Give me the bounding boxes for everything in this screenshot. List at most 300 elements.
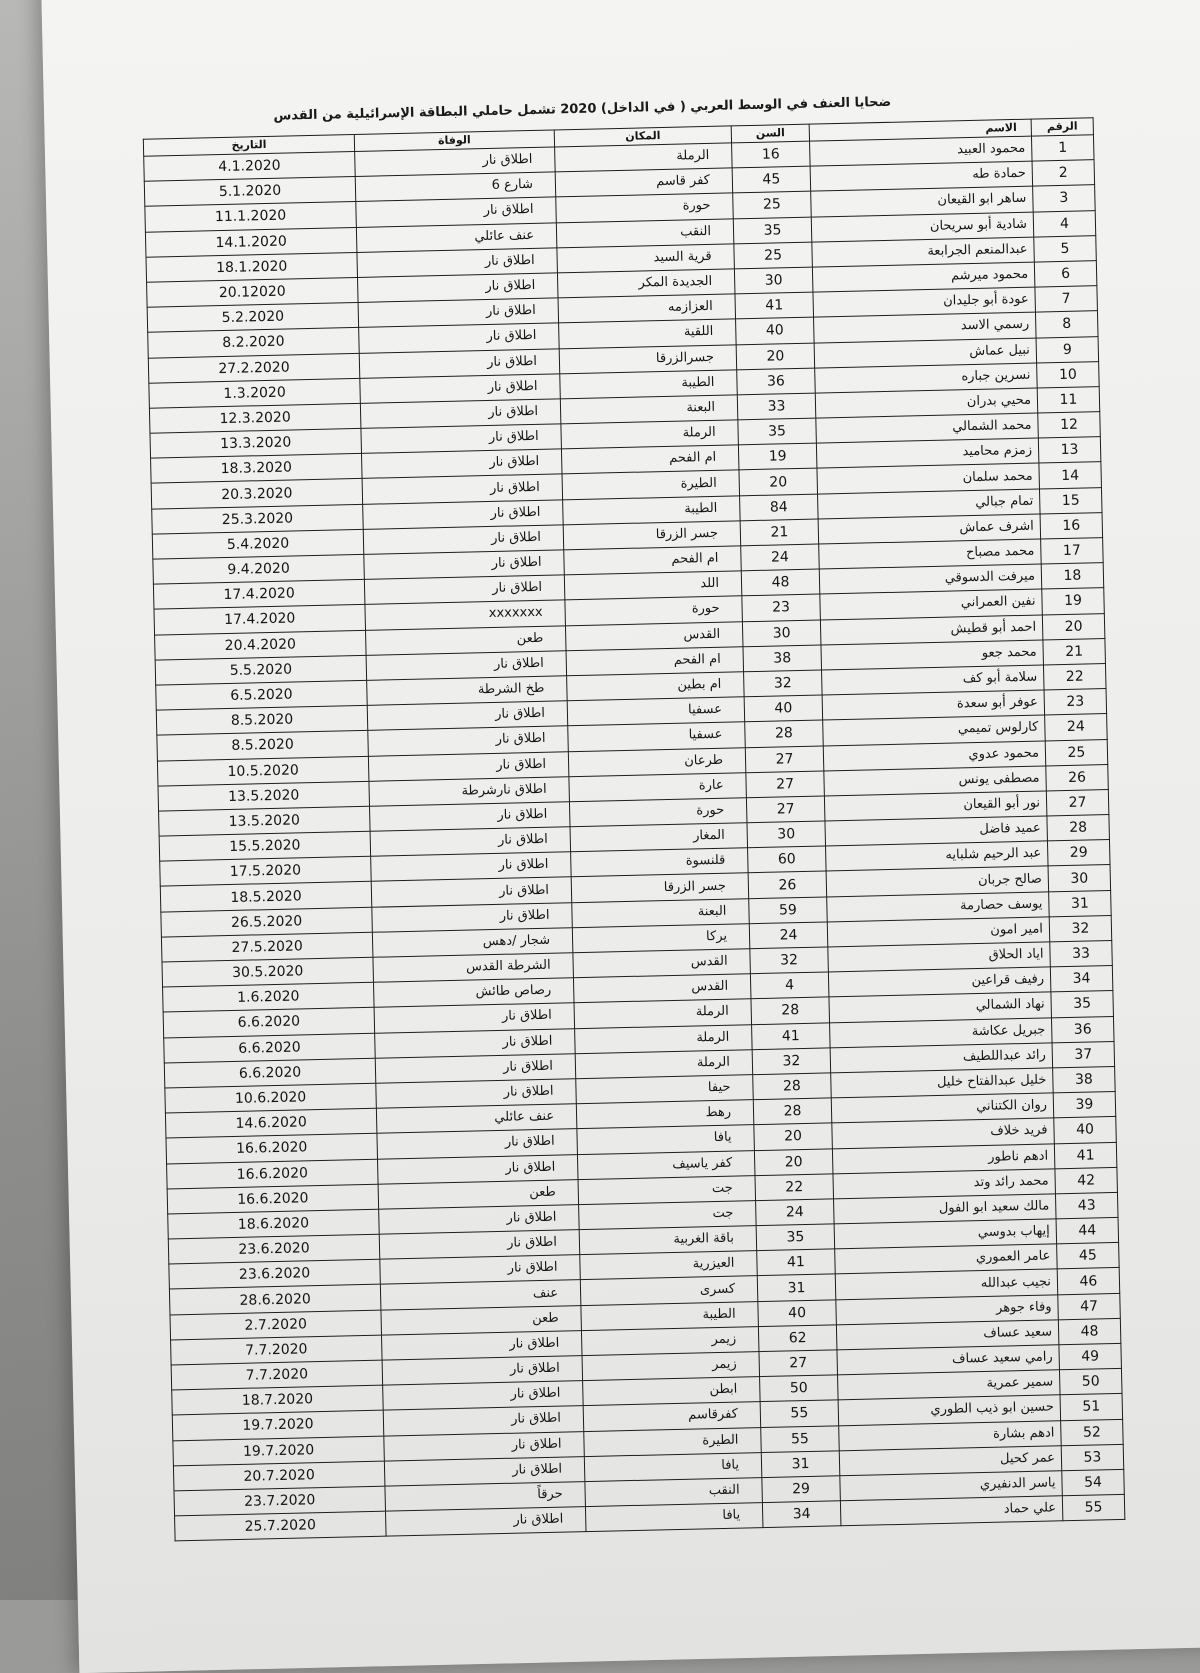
cell-date: 13.5.2020 <box>158 781 370 811</box>
cell-age: 16 <box>732 141 811 168</box>
cell-num: 6 <box>1034 261 1097 288</box>
cell-place: القدس <box>573 949 751 978</box>
cell-name: محمد الشمالي <box>816 413 1039 443</box>
cell-age: 41 <box>752 1022 831 1049</box>
cell-date: 25.3.2020 <box>152 504 364 534</box>
cell-date: 18.6.2020 <box>168 1209 380 1239</box>
cell-num: 10 <box>1037 361 1100 388</box>
cell-name: محمود عدوي <box>823 740 1046 770</box>
cell-name: نفين العمراني <box>820 589 1043 619</box>
cell-place: الطيرة <box>562 470 740 499</box>
cell-place: قلنسوة <box>571 848 749 877</box>
cell-date: 7.7.2020 <box>171 1360 383 1390</box>
cell-age: 34 <box>762 1501 841 1528</box>
cell-name: يوسف حصارمة <box>827 892 1050 922</box>
cell-date: 20.4.2020 <box>155 630 367 660</box>
cell-date: 8.2.2020 <box>148 328 360 358</box>
cell-age: 31 <box>757 1274 836 1301</box>
cell-cause: طعن <box>366 625 567 655</box>
cell-place: حورة <box>569 798 747 827</box>
cell-date: 23.6.2020 <box>169 1259 381 1289</box>
cell-place: ام الفحم <box>566 647 744 676</box>
cell-age: 28 <box>753 1073 832 1100</box>
cell-cause: اطلاق نار <box>367 701 568 731</box>
cell-cause: اطلاق نار <box>384 1431 585 1461</box>
cell-num: 16 <box>1040 512 1103 539</box>
cell-name: حمادة طه <box>810 161 1033 191</box>
cell-age: 24 <box>749 922 828 949</box>
cell-place: جسر الزرقا <box>571 873 749 902</box>
cell-place: البعنة <box>572 898 750 927</box>
cell-date: 19.7.2020 <box>172 1411 384 1441</box>
cell-num: 14 <box>1039 462 1102 489</box>
cell-place: باقة الغربية <box>579 1226 757 1255</box>
cell-cause: اطلاق نار <box>364 575 565 605</box>
cell-age: 59 <box>749 897 828 924</box>
cell-name: رائد عبداللطيف <box>830 1043 1053 1073</box>
cell-place: قرية السيد <box>557 244 735 273</box>
cell-name: عودة أبو جليدان <box>813 287 1036 317</box>
cell-date: 18.3.2020 <box>151 454 363 484</box>
cell-place: يافا <box>577 1125 755 1154</box>
cell-num: 24 <box>1045 714 1108 741</box>
cell-name: رفيف قراعين <box>828 967 1051 997</box>
cell-num: 38 <box>1053 1066 1116 1093</box>
cell-age: 25 <box>734 242 813 269</box>
cell-name: محمد سلمان <box>817 463 1040 493</box>
cell-age: 40 <box>736 317 815 344</box>
cell-cause: اطلاق نار <box>371 852 572 882</box>
cell-date: 30.5.2020 <box>162 957 374 987</box>
cell-date: 18.7.2020 <box>172 1385 384 1415</box>
cell-name: نسرين جباره <box>815 363 1038 393</box>
cell-num: 44 <box>1056 1217 1119 1244</box>
cell-date: 16.6.2020 <box>167 1184 379 1214</box>
cell-place: ام الفحم <box>564 546 742 575</box>
cell-cause: اطلاق نار <box>368 726 569 756</box>
cell-date: 9.4.2020 <box>153 554 365 584</box>
document-title: ضحايا العنف في الوسط العربي ( في الداخل) 2020 تشمل حاملي البطاقة الإسرائيلية من القدس <box>273 94 892 124</box>
cell-date: 7.7.2020 <box>171 1335 383 1365</box>
cell-date: 17.4.2020 <box>153 580 365 610</box>
cell-place: العيزرية <box>580 1251 758 1280</box>
cell-place: الرملة <box>561 420 739 449</box>
cell-place: كفر ياسيف <box>577 1150 755 1179</box>
cell-cause: اطلاق نار <box>362 474 563 504</box>
cell-date: 27.5.2020 <box>161 932 373 962</box>
cell-num: 12 <box>1038 412 1101 439</box>
cell-age: 23 <box>742 594 821 621</box>
cell-age: 84 <box>740 494 819 521</box>
cell-num: 25 <box>1045 739 1108 766</box>
cell-cause: اطلاق نار <box>370 827 571 857</box>
cell-cause: اطلاق نار <box>372 902 573 932</box>
cell-age: 41 <box>735 292 814 319</box>
cell-name: زمزم محاميد <box>816 438 1039 468</box>
cell-age: 36 <box>737 368 816 395</box>
cell-place: المغار <box>570 823 748 852</box>
cell-date: 19.7.2020 <box>173 1436 385 1466</box>
header-age: السن <box>731 124 809 143</box>
cell-cause: حرقاً <box>385 1482 586 1512</box>
cell-num: 50 <box>1059 1369 1122 1396</box>
cell-num: 3 <box>1033 185 1096 212</box>
cell-age: 32 <box>752 1048 831 1075</box>
cell-cause: شارع 6 <box>355 172 556 202</box>
cell-num: 33 <box>1050 940 1113 967</box>
cell-cause: اطلاق نار <box>357 248 558 278</box>
cell-place: الطيبة <box>563 495 741 524</box>
cell-num: 2 <box>1032 160 1095 187</box>
victims-table <box>143 117 1126 1542</box>
cell-cause: اطلاق نار <box>356 197 557 227</box>
cell-cause: اطلاق نار <box>366 651 567 681</box>
cell-date: 1.6.2020 <box>163 982 375 1012</box>
cell-place: الرملة <box>575 1024 753 1053</box>
cell-name: رامي سعيد عساف <box>837 1345 1060 1375</box>
cell-date: 2.7.2020 <box>170 1310 382 1340</box>
header-date: التاريخ <box>143 134 354 156</box>
cell-date: 5.5.2020 <box>155 655 367 685</box>
cell-cause: اطلاق نار <box>377 1129 578 1159</box>
cell-place: زيمر <box>581 1326 759 1355</box>
cell-cause: اطلاق نار <box>378 1154 579 1184</box>
cell-cause: الشرطة القدس <box>373 953 574 983</box>
cell-date: 16.6.2020 <box>166 1134 378 1164</box>
cell-num: 53 <box>1061 1444 1124 1471</box>
cell-cause: طعن <box>381 1305 582 1335</box>
cell-place: النقب <box>585 1478 763 1507</box>
cell-age: 20 <box>754 1123 833 1150</box>
cell-date: 14.6.2020 <box>165 1108 377 1138</box>
cell-name: سلامة أبو كف <box>822 665 1045 695</box>
cell-age: 26 <box>748 871 827 898</box>
cell-age: 30 <box>747 821 826 848</box>
cell-cause: اطلاق نار <box>374 1003 575 1033</box>
cell-cause: طعن <box>378 1179 579 1209</box>
cell-name: اياد الحلاق <box>828 942 1051 972</box>
cell-place: ام بطين <box>567 672 745 701</box>
header-name: الاسم <box>809 119 1031 141</box>
cell-place: البعنة <box>560 395 738 424</box>
cell-name: محمد مصباح <box>819 539 1042 569</box>
cell-age: 40 <box>744 695 823 722</box>
cell-name: مالك سعيد ابو الفول <box>834 1194 1057 1224</box>
cell-name: اشرف عماش <box>818 514 1041 544</box>
cell-num: 42 <box>1055 1167 1118 1194</box>
cell-name: عامر العموري <box>835 1244 1058 1274</box>
cell-place: الجديدة المكر <box>557 269 735 298</box>
cell-date: 11.1.2020 <box>145 202 357 232</box>
cell-name: عبدالمنعم الجرابعة <box>812 237 1035 267</box>
cell-cause: اطلاق نار <box>364 550 565 580</box>
cell-place: الطيرة <box>584 1427 762 1456</box>
cell-cause: عنف <box>380 1280 581 1310</box>
cell-place: اللد <box>564 571 742 600</box>
header-num: الرقم <box>1031 118 1093 136</box>
cell-place: جت <box>579 1201 757 1230</box>
cell-date: 5.4.2020 <box>152 529 364 559</box>
cell-age: 60 <box>748 846 827 873</box>
cell-date: 27.2.2020 <box>148 353 360 383</box>
cell-cause: اطلاق نار <box>359 323 560 353</box>
cell-name: خليل عبدالفتاح خليل <box>831 1068 1054 1098</box>
cell-name: محمد رائد وتد <box>833 1169 1056 1199</box>
cell-age: 30 <box>742 620 821 647</box>
cell-date: 12.3.2020 <box>149 403 361 433</box>
cell-name: عبد الرحيم شلبايه <box>826 841 1049 871</box>
cell-age: 4 <box>750 972 829 999</box>
cell-name: جبريل عكاشة <box>830 1017 1053 1047</box>
cell-age: 20 <box>754 1148 833 1175</box>
cell-cause: اطلاق نار <box>363 499 564 529</box>
cell-date: 18.1.2020 <box>146 252 358 282</box>
cell-place: الطيبة <box>560 370 738 399</box>
cell-age: 35 <box>733 217 812 244</box>
cell-date: 28.6.2020 <box>169 1285 381 1315</box>
cell-age: 28 <box>753 1098 832 1125</box>
cell-place: زيمر <box>582 1352 760 1381</box>
cell-num: 36 <box>1051 1016 1114 1043</box>
cell-place: النقب <box>556 218 734 247</box>
cell-place: القدس <box>573 974 751 1003</box>
cell-cause: اطلاق نار <box>379 1205 580 1235</box>
cell-cause: اطلاق نار <box>371 877 572 907</box>
cell-name: شادية أبو سريحان <box>811 212 1034 242</box>
cell-date: 10.6.2020 <box>165 1083 377 1113</box>
cell-name: مصطفى يونس <box>824 766 1047 796</box>
cell-place: عارة <box>569 772 747 801</box>
cell-place: عسفيا <box>567 697 745 726</box>
cell-num: 29 <box>1047 840 1110 867</box>
cell-num: 47 <box>1058 1293 1121 1320</box>
cell-cause: xxxxxxx <box>365 600 566 630</box>
cell-place: الرملة <box>555 143 733 172</box>
cell-age: 31 <box>761 1451 840 1478</box>
cell-place: حورة <box>565 596 743 625</box>
cell-age: 28 <box>745 720 824 747</box>
cell-age: 24 <box>756 1199 835 1226</box>
cell-age: 30 <box>734 267 813 294</box>
cell-num: 23 <box>1044 689 1107 716</box>
cell-num: 27 <box>1046 789 1109 816</box>
cell-date: 18.5.2020 <box>160 882 372 912</box>
cell-name: رسمي الاسد <box>814 312 1037 342</box>
cell-age: 38 <box>743 645 822 672</box>
cell-num: 43 <box>1055 1192 1118 1219</box>
cell-name: روان الكتناني <box>831 1093 1054 1123</box>
cell-name: وفاء جوهر <box>836 1294 1059 1324</box>
cell-cause: طخ الشرطة <box>367 676 568 706</box>
cell-cause: اطلاق نار <box>359 348 560 378</box>
cell-age: 32 <box>744 670 823 697</box>
cell-name: إيهاب بدوسي <box>834 1219 1057 1249</box>
cell-name: نجيب عبدالله <box>835 1269 1058 1299</box>
cell-name: حسين ابو ذيب الطوري <box>838 1395 1061 1425</box>
cell-name: نور أبو القيعان <box>824 791 1047 821</box>
cell-date: 4.1.2020 <box>144 151 356 181</box>
cell-age: 21 <box>740 519 819 546</box>
cell-cause: اطلاق نار <box>382 1330 583 1360</box>
cell-cause: اطلاق نار <box>375 1028 576 1058</box>
cell-num: 48 <box>1058 1318 1121 1345</box>
cell-place: يافا <box>585 1503 763 1532</box>
header-cause: الوفاة <box>354 130 554 152</box>
cell-cause: اطلاق نار <box>355 147 556 177</box>
cell-age: 24 <box>741 544 820 571</box>
cell-date: 20.3.2020 <box>151 479 363 509</box>
cell-place: كفرقاسم <box>583 1402 761 1431</box>
cell-cause: اطلاق نار <box>360 399 561 429</box>
cell-name: علي حماد <box>840 1496 1063 1526</box>
cell-cause: اطلاق نار <box>362 449 563 479</box>
header-place: المكان <box>554 126 731 147</box>
cell-name: ساهر ابو القيعان <box>811 186 1034 216</box>
cell-cause: عنف عائلي <box>376 1104 577 1134</box>
cell-place: القدس <box>565 621 743 650</box>
cell-place: يافا <box>584 1452 762 1481</box>
cell-num: 34 <box>1050 966 1113 993</box>
cell-age: 50 <box>760 1375 839 1402</box>
cell-age: 35 <box>738 418 817 445</box>
cell-num: 35 <box>1051 991 1114 1018</box>
cell-date: 25.7.2020 <box>175 1511 387 1541</box>
cell-name: نهاد الشمالي <box>829 992 1052 1022</box>
cell-cause: رصاص طائش <box>374 978 575 1008</box>
cell-age: 20 <box>736 343 815 370</box>
cell-place: الرملة <box>575 1049 753 1078</box>
cell-age: 25 <box>733 192 812 219</box>
cell-age: 22 <box>755 1174 834 1201</box>
cell-num: 32 <box>1049 915 1112 942</box>
cell-num: 4 <box>1033 210 1096 237</box>
cell-date: 8.5.2020 <box>156 705 368 735</box>
cell-place: جسر الزرقا <box>563 521 741 550</box>
cell-age: 27 <box>746 796 825 823</box>
cell-age: 27 <box>746 771 825 798</box>
cell-name: عمر كحيل <box>839 1446 1062 1476</box>
cell-date: 13.5.2020 <box>159 806 371 836</box>
cell-cause: اطلاق نار <box>383 1381 584 1411</box>
cell-num: 19 <box>1042 588 1105 615</box>
document <box>142 87 1124 1541</box>
cell-name: صالح جربان <box>826 866 1049 896</box>
cell-cause: اطلاق نار <box>375 1053 576 1083</box>
cell-cause: اطلاق نار <box>361 424 562 454</box>
cell-name: امير امون <box>827 917 1050 947</box>
cell-date: 6.6.2020 <box>163 1008 375 1038</box>
cell-num: 28 <box>1047 815 1110 842</box>
cell-age: 41 <box>757 1249 836 1276</box>
cell-num: 20 <box>1042 613 1105 640</box>
cell-date: 17.5.2020 <box>160 857 372 887</box>
cell-date: 14.1.2020 <box>145 227 357 257</box>
cell-age: 40 <box>758 1299 837 1326</box>
cell-place: اللقية <box>559 319 737 348</box>
cell-name: تمام جبالي <box>818 489 1041 519</box>
cell-date: 15.5.2020 <box>159 831 371 861</box>
cell-cause: اطلاق نار <box>358 298 559 328</box>
cell-place: كفر قاسم <box>555 168 733 197</box>
cell-age: 55 <box>761 1425 840 1452</box>
cell-age: 62 <box>758 1325 837 1352</box>
cell-date: 17.4.2020 <box>154 605 366 635</box>
cell-date: 6.6.2020 <box>164 1058 376 1088</box>
cell-date: 13.3.2020 <box>150 428 362 458</box>
cell-cause: اطلاق نار <box>384 1456 585 1486</box>
cell-place: الطيبة <box>581 1301 759 1330</box>
cell-age: 32 <box>750 947 829 974</box>
cell-age: 27 <box>759 1350 838 1377</box>
cell-date: 20.7.2020 <box>173 1461 385 1491</box>
cell-name: فريد خلاف <box>832 1118 1055 1148</box>
cell-num: 37 <box>1052 1041 1115 1068</box>
cell-cause: اطلاق نار <box>368 751 569 781</box>
cell-num: 22 <box>1043 664 1106 691</box>
cell-name: ادهم بشارة <box>839 1420 1062 1450</box>
cell-num: 1 <box>1031 135 1094 162</box>
cell-num: 21 <box>1043 638 1106 665</box>
cell-cause: عنف عائلي <box>356 222 557 252</box>
cell-date: 6.5.2020 <box>156 680 368 710</box>
cell-name: ميرفت الدسوقي <box>819 564 1042 594</box>
cell-date: 5.2.2020 <box>147 303 359 333</box>
cell-name: سمير عمرية <box>838 1370 1061 1400</box>
cell-place: حيفا <box>576 1075 754 1104</box>
cell-name: عوفر أبو سعدة <box>822 690 1045 720</box>
cell-num: 46 <box>1057 1268 1120 1295</box>
cell-cause: اطلاق نار <box>360 374 561 404</box>
cell-name: ياسر الدنفيري <box>840 1471 1063 1501</box>
cell-cause: اطلاق نارشرطة <box>369 776 570 806</box>
cell-place: عسفيا <box>568 722 746 751</box>
cell-date: 6.6.2020 <box>164 1033 376 1063</box>
cell-name: احمد أبو قطيش <box>820 615 1043 645</box>
cell-num: 51 <box>1060 1394 1123 1421</box>
cell-age: 29 <box>762 1476 841 1503</box>
cell-age: 48 <box>741 569 820 596</box>
cell-place: حورة <box>556 193 734 222</box>
cell-cause: شجار /دهس <box>372 928 573 958</box>
cell-place: كسرى <box>580 1276 758 1305</box>
cell-num: 17 <box>1041 538 1104 565</box>
cell-num: 40 <box>1054 1117 1117 1144</box>
cell-num: 41 <box>1054 1142 1117 1169</box>
cell-date: 10.5.2020 <box>157 756 369 786</box>
cell-num: 54 <box>1062 1469 1125 1496</box>
cell-date: 5.1.2020 <box>144 177 356 207</box>
cell-age: 35 <box>756 1224 835 1251</box>
cell-cause: اطلاق نار <box>380 1255 581 1285</box>
cell-cause: اطلاق نار <box>383 1406 584 1436</box>
cell-cause: اطلاق نار <box>376 1079 577 1109</box>
cell-place: يركا <box>572 924 750 953</box>
cell-cause: اطلاق نار <box>379 1230 580 1260</box>
cell-place: ام الفحم <box>561 445 739 474</box>
cell-num: 11 <box>1037 387 1100 414</box>
table-body <box>144 135 1125 1542</box>
cell-age: 55 <box>760 1400 839 1427</box>
cell-name: كارلوس تميمي <box>823 715 1046 745</box>
cell-date: 23.6.2020 <box>168 1234 380 1264</box>
cell-cause: اطلاق نار <box>382 1356 583 1386</box>
cell-num: 26 <box>1046 764 1109 791</box>
cell-num: 8 <box>1035 311 1098 338</box>
cell-num: 5 <box>1034 235 1097 262</box>
cell-num: 13 <box>1038 437 1101 464</box>
cell-place: طرعان <box>568 747 746 776</box>
cell-name: عميد فاضل <box>825 816 1048 846</box>
